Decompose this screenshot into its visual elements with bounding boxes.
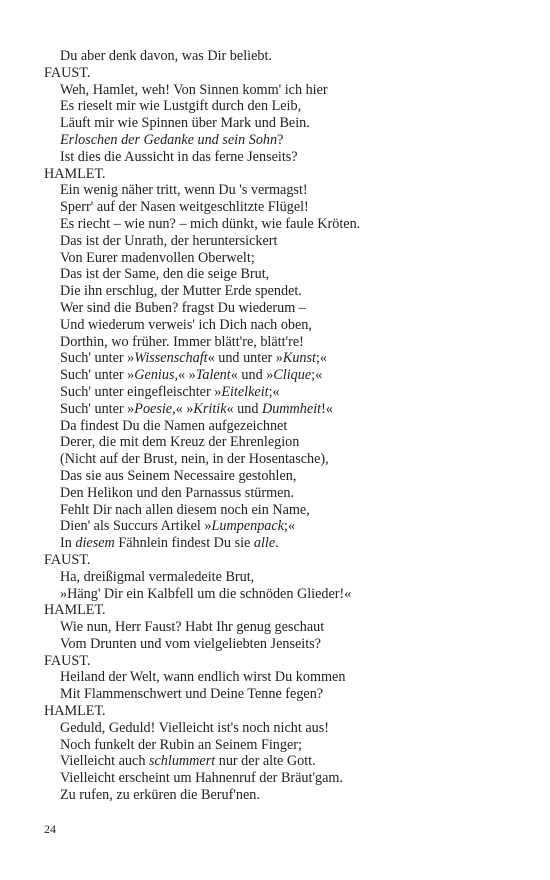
verse-line [44,401,524,418]
text-run: Zu rufen, zu erküren die Beruf'nen. [60,787,260,804]
italic-text: alle [253,535,276,552]
italic-text: Genius [134,367,175,384]
text-run: « und » [230,367,274,384]
verse-line [44,300,524,317]
speaker-name [44,653,524,670]
verse-line [44,619,524,636]
text-run: Vielleicht auch [60,753,149,770]
text-run: Heiland der Welt, wann endlich wirst Du kommen [60,669,346,686]
italic-text: Clique [273,367,312,384]
text-run: Such' unter » [60,367,135,384]
text-run: Weh, Hamlet, weh! Von Sinnen komm' ich hier [60,81,328,98]
italic-text: schlummert [148,753,216,770]
verse-line [44,569,524,586]
text-run: Den Helikon und den Parnassus stürmen. [60,484,295,501]
text-run: Sperr' auf der Nasen weitgeschlitzte Flügel! [60,199,309,216]
text-run: !« [321,400,333,417]
verse-line [44,233,524,250]
text-run: Fehlt Dir nach allen diesem noch ein Name, [60,501,310,518]
verse-line [44,669,524,686]
text-run: FAUST. [44,652,91,669]
text-run: Dorthin, wo früher. Immer blätt're, blätt're! [60,333,304,350]
text-run: ;« [311,367,323,384]
verse-line [44,216,524,233]
text-run: FAUST. [44,551,91,568]
text-run: ,« » [174,367,196,384]
verse-line [44,82,524,99]
text-run: Fähnlein findest Du sie [114,535,254,552]
page-number: 24 [44,822,56,836]
text-run: HAMLET. [44,165,106,182]
verse-line [44,502,524,519]
text-run: Da findest Du die Namen aufgezeichnet [60,417,288,434]
text-run: Vom Drunten und vom vielgeliebten Jenseits? [60,635,321,652]
verse-line [44,686,524,703]
speaker-name [44,65,524,82]
text-run: HAMLET. [44,602,106,619]
text-run: Dien' als Succurs Artikel » [60,518,212,535]
text-run: ;« [315,350,328,367]
text-run: Wie nun, Herr Faust? Habt Ihr genug geschaut [60,619,325,636]
text-run: Mit Flammenschwert und Deine Tenne fegen? [60,686,324,703]
verse-line [44,182,524,199]
text-run: Die ihn erschlug, der Mutter Erde spendet. [60,283,302,300]
italic-text: Dummheit [261,400,322,417]
verse-line [44,199,524,216]
verse-line [44,98,524,115]
verse-line [44,737,524,754]
text-run: « und [226,400,262,417]
speaker-name [44,552,524,569]
speaker-name [44,703,524,720]
verse-line [44,367,524,384]
verse-line [44,115,524,132]
verse-line [44,132,524,149]
text-run: HAMLET. [44,703,106,720]
text-run: ;« [268,383,280,400]
italic-text: Lumpenpack [211,518,284,535]
text-run: Noch funkelt der Rubin an Seinem Finger; [60,736,302,753]
speaker-name [44,602,524,619]
verse-line [44,468,524,485]
verse-line [44,753,524,770]
italic-text: Kunst [282,350,316,367]
text-run: Such' unter » [60,400,135,417]
verse-line [44,266,524,283]
text-run: FAUST. [44,64,91,81]
verse-line [44,48,524,65]
italic-text: Erloschen der Gedanke und sein Sohn [60,131,278,148]
text-run: « und unter » [207,350,283,367]
text-run: . [275,535,279,552]
text-run: Du aber denk davon, was Dir beliebt. [60,48,272,64]
verse-line [44,451,524,468]
text-run: Von Eurer madenvollen Oberwelt; [60,249,255,266]
verse-line [44,535,524,552]
play-text [44,48,524,804]
italic-text: Poesie [134,400,173,417]
verse-line [44,334,524,351]
verse-line [44,720,524,737]
text-run: Und wiederum verweis' ich Dich nach oben, [60,316,312,333]
text-run: Vielleicht erscheint um Hahnenruf der Bräut'gam. [60,770,343,787]
text-run: Das sie aus Seinem Necessaire gestohlen, [60,467,297,484]
verse-line [44,250,524,267]
text-run: Das ist der Unrath, der heruntersickert [60,232,278,249]
verse-line [44,350,524,367]
text-run: Das ist der Same, den die seige Brut, [60,266,270,283]
text-run: (Nicht auf der Brust, nein, in der Hosentasche), [60,451,329,468]
verse-line [44,384,524,401]
verse-line [44,317,524,334]
text-run: Ist dies die Aussicht in das ferne Jenseits? [60,148,298,165]
verse-line [44,485,524,502]
text-run: Wer sind die Buben? fragst Du wiederum – [60,299,306,316]
text-run: ;« [284,518,296,535]
text-run: Ha, dreißigmal vermaledeite Brut, [60,568,255,585]
italic-text: diesem [75,535,115,552]
text-run: ? [277,131,284,148]
verse-line [44,770,524,787]
italic-text: Talent [195,367,231,384]
text-run: In [60,535,76,552]
verse-line [44,418,524,435]
text-run: Geduld, Geduld! Vielleicht ist's noch nicht aus! [60,719,329,736]
speaker-name [44,166,524,183]
text-run: Such' unter eingefleischter » [60,383,222,400]
italic-text: Wissenschaft [134,350,208,367]
verse-line [44,636,524,653]
text-run: Such' unter » [60,350,135,367]
italic-text: Kritik [193,400,227,417]
verse-line [44,518,524,535]
text-run: nur der alte Gott. [215,753,316,770]
text-run: Läuft mir wie Spinnen über Mark und Bein. [60,115,310,132]
text-run: Derer, die mit dem Kreuz der Ehrenlegion [60,434,300,451]
verse-line [44,586,524,603]
italic-text: Eitelkeit [221,383,269,400]
verse-line [44,434,524,451]
text-run: ,« » [172,400,194,417]
text-run: Es riecht – wie nun? – mich dünkt, wie faule Kröten. [60,215,361,232]
verse-line [44,149,524,166]
text-run: »Häng' Dir ein Kalbfell um die schnöden Glieder!« [60,585,352,602]
verse-line [44,283,524,300]
verse-line [44,787,524,804]
text-run: Ein wenig näher tritt, wenn Du 's vermagst! [60,182,308,199]
text-run: Es rieselt mir wie Lustgift durch den Leib, [60,98,302,115]
